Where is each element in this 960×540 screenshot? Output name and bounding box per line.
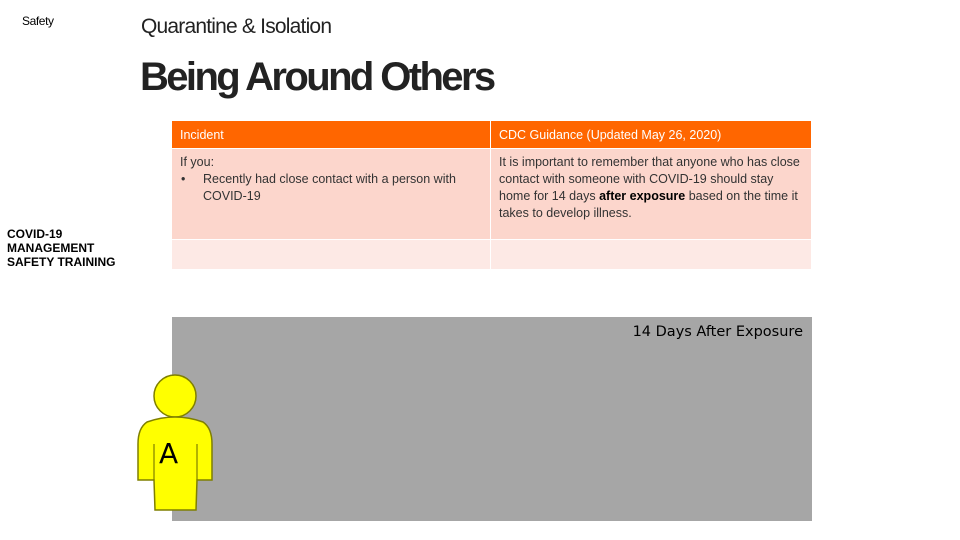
section-label: Safety bbox=[22, 14, 54, 28]
empty-cell bbox=[491, 240, 812, 270]
incident-bullet bbox=[180, 171, 482, 205]
timeline-panel bbox=[172, 317, 812, 521]
guidance-text-1: It is important to remember that anyone who has close contact with someone with COVID-19 should stay home for 14 days bbox=[499, 155, 800, 203]
guidance-emphasis-after: after bbox=[599, 189, 627, 203]
guidance-table bbox=[171, 120, 812, 270]
incident-bullet-text: Recently had close contact with a person with COVID-19 bbox=[203, 172, 456, 203]
table-header-row bbox=[172, 121, 812, 149]
section-title: Quarantine & Isolation bbox=[141, 15, 332, 38]
cdc-guidance-header: CDC Guidance (Updated May 26, 2020) bbox=[491, 121, 812, 149]
incident-header: Incident bbox=[172, 121, 491, 149]
incident-cell bbox=[172, 149, 491, 240]
timeline-title: 14 Days After Exposure bbox=[632, 324, 803, 340]
table-row bbox=[172, 149, 812, 240]
person-label: A bbox=[159, 437, 179, 470]
empty-cell bbox=[172, 240, 491, 270]
guidance-cell bbox=[491, 149, 812, 240]
incident-intro: If you: bbox=[180, 155, 215, 169]
table-row-empty bbox=[172, 240, 812, 270]
bullet-icon: • bbox=[181, 172, 186, 186]
guidance-text-2: based on the time it takes to develop illness. bbox=[499, 189, 798, 220]
slide-title: Being Around Others bbox=[140, 55, 494, 99]
training-caption: COVID-19 MANAGEMENT SAFETY TRAINING bbox=[7, 227, 116, 269]
guidance-emphasis-exposure: exposure bbox=[629, 189, 686, 203]
